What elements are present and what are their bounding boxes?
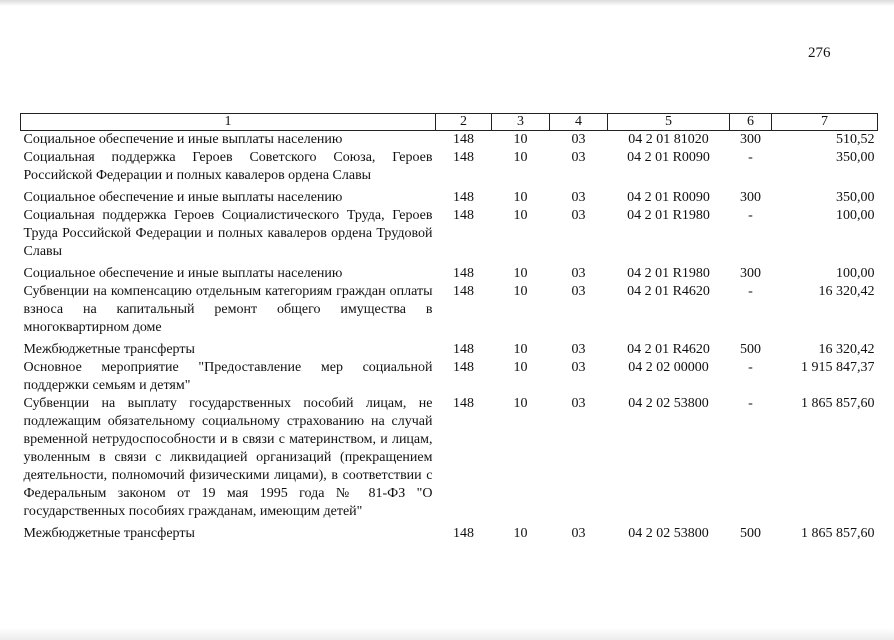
row-name-cell: Социальная поддержка Героев Советского Союза, Героев Российской Федерации и полных кавалеров ордена Славы — [23, 150, 433, 183]
row-col2-cell: 148 — [453, 266, 474, 281]
row-col5-cell: 04 2 02 53800 — [628, 526, 709, 541]
row-col5-cell: 04 2 02 53800 — [628, 396, 709, 411]
row-amount-cell: 350,00 — [836, 150, 875, 165]
row-name-cell: Межбюджетные трансферты — [23, 342, 195, 357]
row-col6-cell: - — [748, 208, 753, 223]
row-amount-cell: 100,00 — [836, 266, 875, 281]
table-row — [21, 131, 878, 150]
table-row — [21, 395, 878, 521]
row-amount-cell: 510,52 — [836, 132, 875, 147]
row-col5-cell: 04 2 02 00000 — [628, 360, 709, 375]
row-amount-cell: 100,00 — [836, 208, 875, 223]
row-col6-cell: 500 — [740, 526, 761, 541]
row-amount-cell: 350,00 — [836, 190, 875, 205]
row-amount-cell: 16 320,42 — [818, 342, 875, 357]
scan-bottom-edge — [0, 628, 894, 640]
row-col6-cell: - — [748, 284, 753, 299]
column-header: 7 — [772, 114, 878, 131]
row-col3-cell: 10 — [513, 396, 528, 411]
row-name-cell: Социальная поддержка Героев Социалистического Труда, Героев Труда Российской Федерации и полных кавалеров ордена Трудовой Славы — [23, 208, 433, 259]
budget-table — [20, 113, 878, 543]
row-col3-cell: 10 — [513, 526, 528, 541]
row-col6-cell: - — [748, 396, 753, 411]
row-col6-cell: - — [748, 150, 753, 165]
row-col3-cell: 10 — [513, 266, 528, 281]
row-col4-cell: 03 — [571, 190, 586, 205]
row-name-cell: Субвенции на выплату государственных пособий лицам, не подлежащим обязательному социальному страхованию на случай временной нетрудоспособности и в связи с материнством, и лицам, уволенным в связи с ликвидацией организаций (прекращением деятельности, полномочий физическими лицами), в соответствии с Федеральным законом от 19 мая 1995 года № 81-ФЗ "О государственных пособиях гражданам, имеющим детей" — [23, 396, 433, 519]
row-col5-cell: 04 2 01 R0090 — [627, 150, 710, 165]
column-header: 3 — [492, 114, 550, 131]
table-row — [21, 149, 878, 185]
row-amount-cell: 1 865 857,60 — [801, 526, 875, 541]
row-col4-cell: 03 — [571, 266, 586, 281]
row-col2-cell: 148 — [453, 208, 474, 223]
row-name-cell: Межбюджетные трансферты — [23, 526, 195, 541]
row-name-cell: Социальное обеспечение и иные выплаты населению — [23, 266, 343, 281]
row-name-cell: Социальное обеспечение и иные выплаты населению — [23, 190, 343, 205]
row-col2-cell: 148 — [453, 284, 474, 299]
row-col3-cell: 10 — [513, 132, 528, 147]
row-amount-cell: 1 865 857,60 — [801, 396, 875, 411]
table-row — [21, 337, 878, 359]
column-header: 6 — [730, 114, 772, 131]
row-col6-cell: 300 — [740, 190, 761, 205]
row-name-cell: Социальное обеспечение и иные выплаты населению — [23, 132, 343, 147]
table-row — [21, 207, 878, 261]
row-col6-cell: 300 — [740, 132, 761, 147]
row-col4-cell: 03 — [571, 208, 586, 223]
row-col3-cell: 10 — [513, 208, 528, 223]
row-name-cell: Основное мероприятие "Предоставление мер социальной поддержки семьям и детям" — [23, 360, 433, 393]
row-amount-cell: 16 320,42 — [818, 284, 875, 299]
row-col4-cell: 03 — [571, 526, 586, 541]
row-amount-cell: 1 915 847,37 — [801, 360, 875, 375]
column-header: 4 — [550, 114, 608, 131]
row-col2-cell: 148 — [453, 526, 474, 541]
row-col2-cell: 148 — [453, 190, 474, 205]
row-col5-cell: 04 2 01 81020 — [628, 132, 709, 147]
row-col5-cell: 04 2 01 R1980 — [627, 208, 710, 223]
row-col2-cell: 148 — [453, 360, 474, 375]
table-header-row — [21, 114, 878, 131]
row-col2-cell: 148 — [453, 396, 474, 411]
table-row — [21, 261, 878, 283]
table-row — [21, 283, 878, 337]
row-col2-cell: 148 — [453, 342, 474, 357]
page-number: 276 — [808, 45, 831, 61]
row-col4-cell: 03 — [571, 132, 586, 147]
table-row — [21, 359, 878, 395]
row-col5-cell: 04 2 01 R4620 — [627, 342, 710, 357]
row-col4-cell: 03 — [571, 360, 586, 375]
row-col3-cell: 10 — [513, 360, 528, 375]
row-col5-cell: 04 2 01 R1980 — [627, 266, 710, 281]
row-col3-cell: 10 — [513, 342, 528, 357]
column-header: 5 — [608, 114, 730, 131]
row-col4-cell: 03 — [571, 284, 586, 299]
row-col5-cell: 04 2 01 R0090 — [627, 190, 710, 205]
row-col6-cell: - — [748, 360, 753, 375]
row-col6-cell: 300 — [740, 266, 761, 281]
row-col5-cell: 04 2 01 R4620 — [627, 284, 710, 299]
column-header: 1 — [21, 114, 436, 131]
column-header: 2 — [436, 114, 492, 131]
row-name-cell: Субвенции на компенсацию отдельным категориям граждан оплаты взноса на капитальный ремонт общего имущества в многоквартирном доме — [23, 284, 433, 335]
table-row — [21, 521, 878, 543]
row-col2-cell: 148 — [453, 132, 474, 147]
row-col3-cell: 10 — [513, 150, 528, 165]
row-col4-cell: 03 — [571, 150, 586, 165]
row-col3-cell: 10 — [513, 190, 528, 205]
table-row — [21, 185, 878, 207]
row-col2-cell: 148 — [453, 150, 474, 165]
row-col4-cell: 03 — [571, 396, 586, 411]
row-col6-cell: 500 — [740, 342, 761, 357]
scan-top-edge — [0, 0, 894, 6]
row-col3-cell: 10 — [513, 284, 528, 299]
row-col4-cell: 03 — [571, 342, 586, 357]
